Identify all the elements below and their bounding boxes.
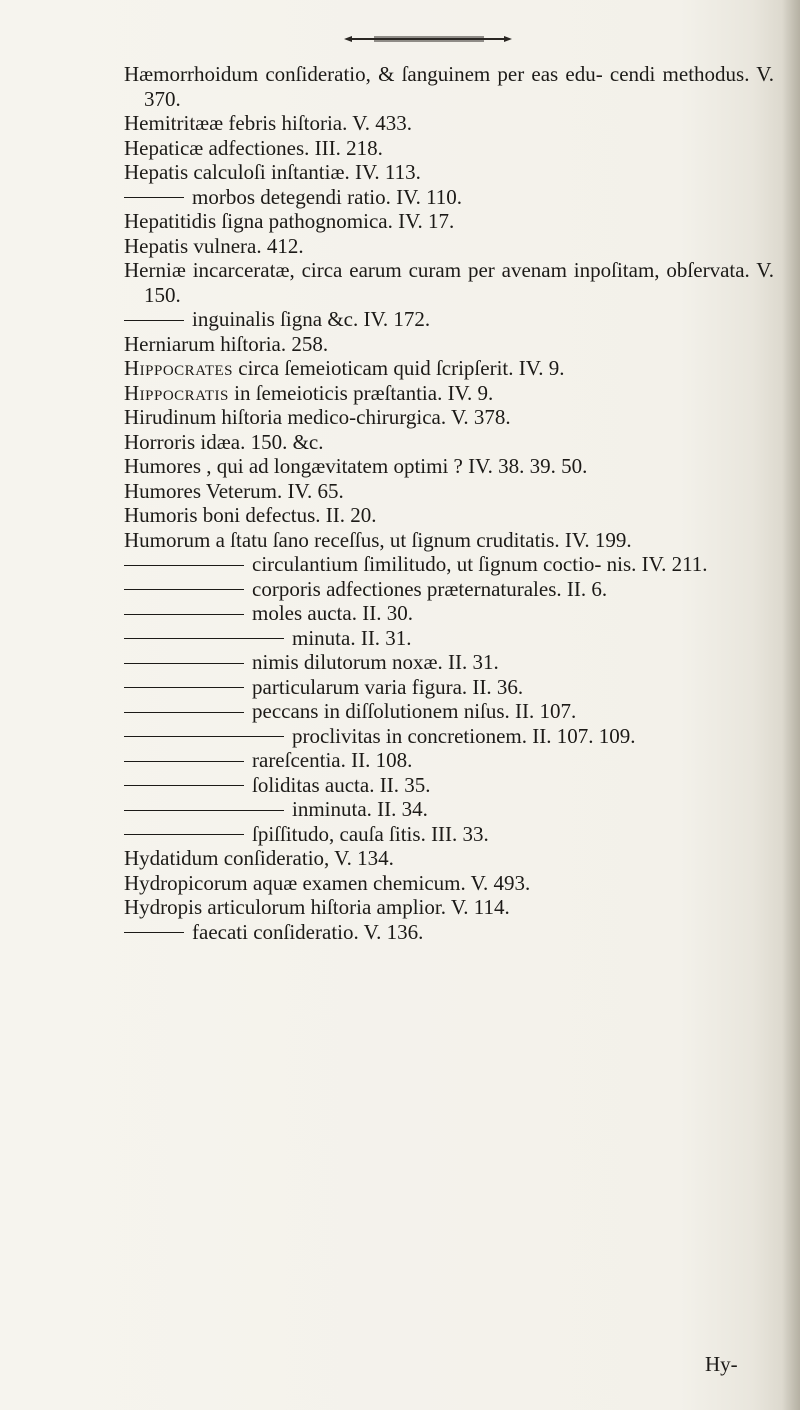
entry-author: Hippocratis: [124, 380, 229, 405]
index-entry: [124, 356, 774, 381]
entry-text: ſoliditas aucta. II. 35.: [252, 772, 431, 797]
index-entry: [124, 577, 774, 602]
ditto-dash: [124, 712, 244, 713]
index-entry: [124, 136, 774, 161]
entry-text: Hepatis vulnera. 412.: [124, 233, 304, 258]
index-entry: [124, 920, 774, 945]
ditto-dash: [124, 785, 244, 786]
entry-text: minuta. II. 31.: [292, 625, 412, 650]
ditto-dash: [124, 638, 284, 639]
entry-text: Herniarum hiſtoria. 258.: [124, 331, 329, 356]
entry-text: Hirudinum hiſtoria medico-chirurgica. V. 378.: [124, 405, 511, 429]
ditto-dash: [124, 834, 244, 835]
index-entry: [124, 797, 774, 822]
entry-text: particularum varia figura. II. 36.: [252, 674, 524, 699]
index-entry: [124, 185, 774, 210]
entry-text: Herniæ incarceratæ, circa earum curam per avenam inpoſitam, obſervata. V. 150.: [124, 258, 774, 307]
index-entry: [124, 479, 774, 504]
ditto-dash: [124, 663, 244, 664]
entry-text: Hepatitidis ſigna pathognomica. IV. 17.: [124, 209, 455, 233]
entry-text: circulantium ſimilitudo, ut ſignum coctio- nis. IV. 211.: [252, 552, 708, 576]
index-entry: [124, 724, 774, 749]
entry-text: inminuta. II. 34.: [292, 797, 428, 821]
ditto-dash: [124, 810, 284, 811]
index-entry: [124, 503, 774, 528]
entry-text: Humoris boni defectus. II. 20.: [124, 503, 377, 527]
entry-text: Hemitritææ febris hiſtoria. V. 433.: [124, 111, 412, 135]
index-entry: [124, 675, 774, 700]
page-edge-shadow: [782, 0, 800, 1410]
entry-text: Humorum a ſtatu ſano receſſus, ut ſignum cruditatis. IV. 199.: [124, 527, 632, 552]
ditto-dash: [124, 320, 184, 321]
entry-text: moles aucta. II. 30.: [252, 601, 413, 625]
index-entry: [124, 871, 774, 896]
index-entry: [124, 650, 774, 675]
entry-text: Hydropicorum aquæ examen chemicum. V. 493.: [124, 870, 531, 895]
entry-text: proclivitas in concretionem. II. 107. 109.: [292, 723, 636, 748]
entry-text: Hepatis calculoſi inſtantiæ. IV. 113.: [124, 160, 421, 184]
entry-text: morbos detegendi ratio. IV. 110.: [192, 184, 463, 209]
entry-text: Hepaticæ adfectiones. III. 218.: [124, 135, 383, 160]
entry-text: ſpiſſitudo, cauſa ſitis. III. 33.: [252, 821, 489, 846]
index-entry: [124, 773, 774, 798]
entry-text: in ſemeioticis præſtantia. IV. 9.: [234, 380, 494, 405]
index-entry: [124, 454, 774, 479]
catchword: Hy-: [705, 1352, 738, 1376]
entry-text: Horroris idæa. 150. &c.: [124, 429, 324, 454]
entry-text: Humores , qui ad longævitatem optimi ? IV. 38. 39. 50.: [124, 454, 588, 478]
entry-text: Hydropis articulorum hiſtoria amplior. V. 114.: [124, 895, 510, 919]
entry-text: Hæmorrhoidum conſideratio, & ſanguinem per eas edu- cendi methodus. V. 370.: [124, 62, 774, 111]
index-entry: [124, 332, 774, 357]
index-entry: [124, 846, 774, 871]
header-ornament: [344, 34, 512, 44]
index-entry: [124, 405, 774, 430]
index-entry: [124, 430, 774, 455]
index-entry: [124, 307, 774, 332]
index-entries: [124, 62, 774, 944]
ditto-dash: [124, 565, 244, 566]
ditto-dash: [124, 761, 244, 762]
ditto-dash: [124, 687, 244, 688]
entry-text: peccans in diſſolutionem niſus. II. 107.: [252, 699, 577, 723]
entry-text: circa ſemeioticam quid ſcripſerit. IV. 9.: [238, 356, 565, 380]
ditto-dash: [124, 589, 244, 590]
entry-text: Hydatidum conſideratio, V. 134.: [124, 846, 394, 870]
entry-author: Hippocrates: [124, 356, 234, 380]
index-entry: [124, 552, 774, 577]
index-entry: [124, 528, 774, 553]
entry-text: inguinalis ſigna &c. IV. 172.: [192, 307, 431, 331]
entry-text: corporis adfectiones præternaturales. II. 6.: [252, 576, 608, 601]
index-entry: [124, 895, 774, 920]
ditto-dash: [124, 614, 244, 615]
index-entry: [124, 209, 774, 234]
index-entry: [124, 601, 774, 626]
entry-text: Humores Veterum. IV. 65.: [124, 478, 344, 503]
index-entry: [124, 62, 774, 111]
index-entry: [124, 699, 774, 724]
ditto-dash: [124, 736, 284, 737]
index-entry: [124, 748, 774, 773]
index-entry: [124, 381, 774, 406]
index-entry: [124, 160, 774, 185]
index-entry: [124, 111, 774, 136]
entry-text: nimis dilutorum noxæ. II. 31.: [252, 650, 499, 674]
entry-text: faecati conſideratio. V. 136.: [192, 919, 424, 944]
index-entry: [124, 234, 774, 259]
ditto-dash: [124, 932, 184, 933]
ditto-dash: [124, 197, 184, 198]
entry-text: rareſcentia. II. 108.: [252, 748, 413, 772]
index-entry: [124, 258, 774, 307]
index-entry: [124, 626, 774, 651]
index-entry: [124, 822, 774, 847]
